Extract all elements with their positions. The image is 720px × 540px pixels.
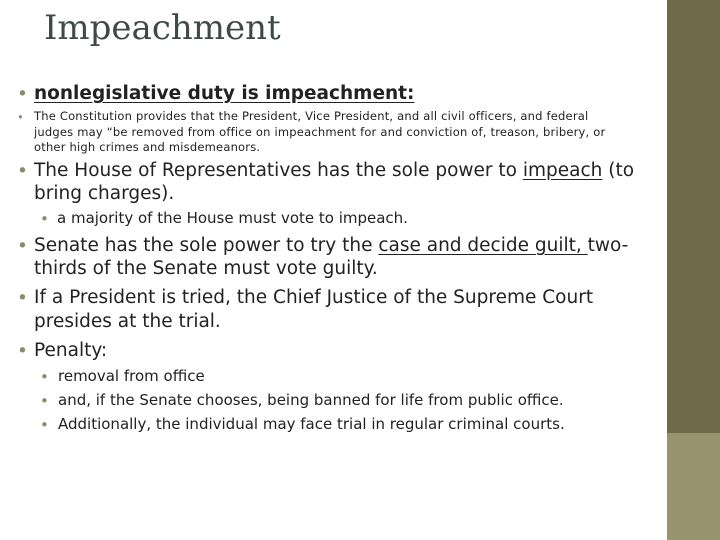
bullet-icon: • — [17, 288, 28, 309]
house-power-line-1 — [34, 160, 634, 181]
house-power-line-2: bring charges). — [34, 183, 175, 204]
penalty-label: Penalty: — [34, 340, 108, 361]
senate-power-line-1 — [34, 235, 628, 256]
bullet-icon: • — [17, 84, 28, 105]
bullet-icon: • — [40, 368, 49, 386]
house-majority-text: a majority of the House must vote to impeach. — [57, 209, 408, 227]
slide-title: Impeachment — [44, 8, 281, 48]
bullet-icon: • — [40, 416, 49, 434]
sidebar-accent-block — [667, 433, 720, 540]
impeach-term: impeach — [522, 160, 603, 181]
heading-nonlegislative-duty: nonlegislative duty is impeachment: — [34, 83, 415, 104]
senate-power-tail: two- — [587, 235, 629, 256]
penalty-ban: and, if the Senate chooses, being banned for life from public office. — [58, 391, 564, 409]
senate-power-text: Senate has the sole power to try the — [34, 235, 379, 256]
constitution-text-line-3: other high crimes and misdemeanors. — [34, 140, 261, 154]
house-power-tail: (to — [602, 160, 635, 181]
penalty-criminal-trial: Additionally, the individual may face trial in regular criminal courts. — [58, 415, 565, 433]
house-power-text: The House of Representatives has the sole power to — [34, 160, 523, 181]
bullet-icon: • — [17, 161, 28, 182]
bullet-icon: • — [40, 210, 49, 228]
president-trial-line-1: If a President is tried, the Chief Justice of the Supreme Court — [34, 287, 594, 308]
case-decide-guilt-term: case and decide guilt, — [378, 235, 588, 256]
bullet-icon: • — [40, 392, 49, 410]
constitution-text-line-1: The Constitution provides that the President, Vice President, and all civil officers, and federal — [34, 109, 589, 123]
senate-power-line-2: thirds of the Senate must vote guilty. — [34, 258, 378, 279]
bullet-icon: • — [17, 110, 24, 124]
bullet-icon: • — [17, 236, 28, 257]
penalty-removal: removal from office — [58, 367, 205, 385]
constitution-text-line-2: judges may “be removed from office on impeachment for and conviction of, treason, bribery, or — [34, 125, 606, 139]
bullet-icon: • — [17, 341, 28, 362]
president-trial-line-2: presides at the trial. — [34, 311, 221, 332]
